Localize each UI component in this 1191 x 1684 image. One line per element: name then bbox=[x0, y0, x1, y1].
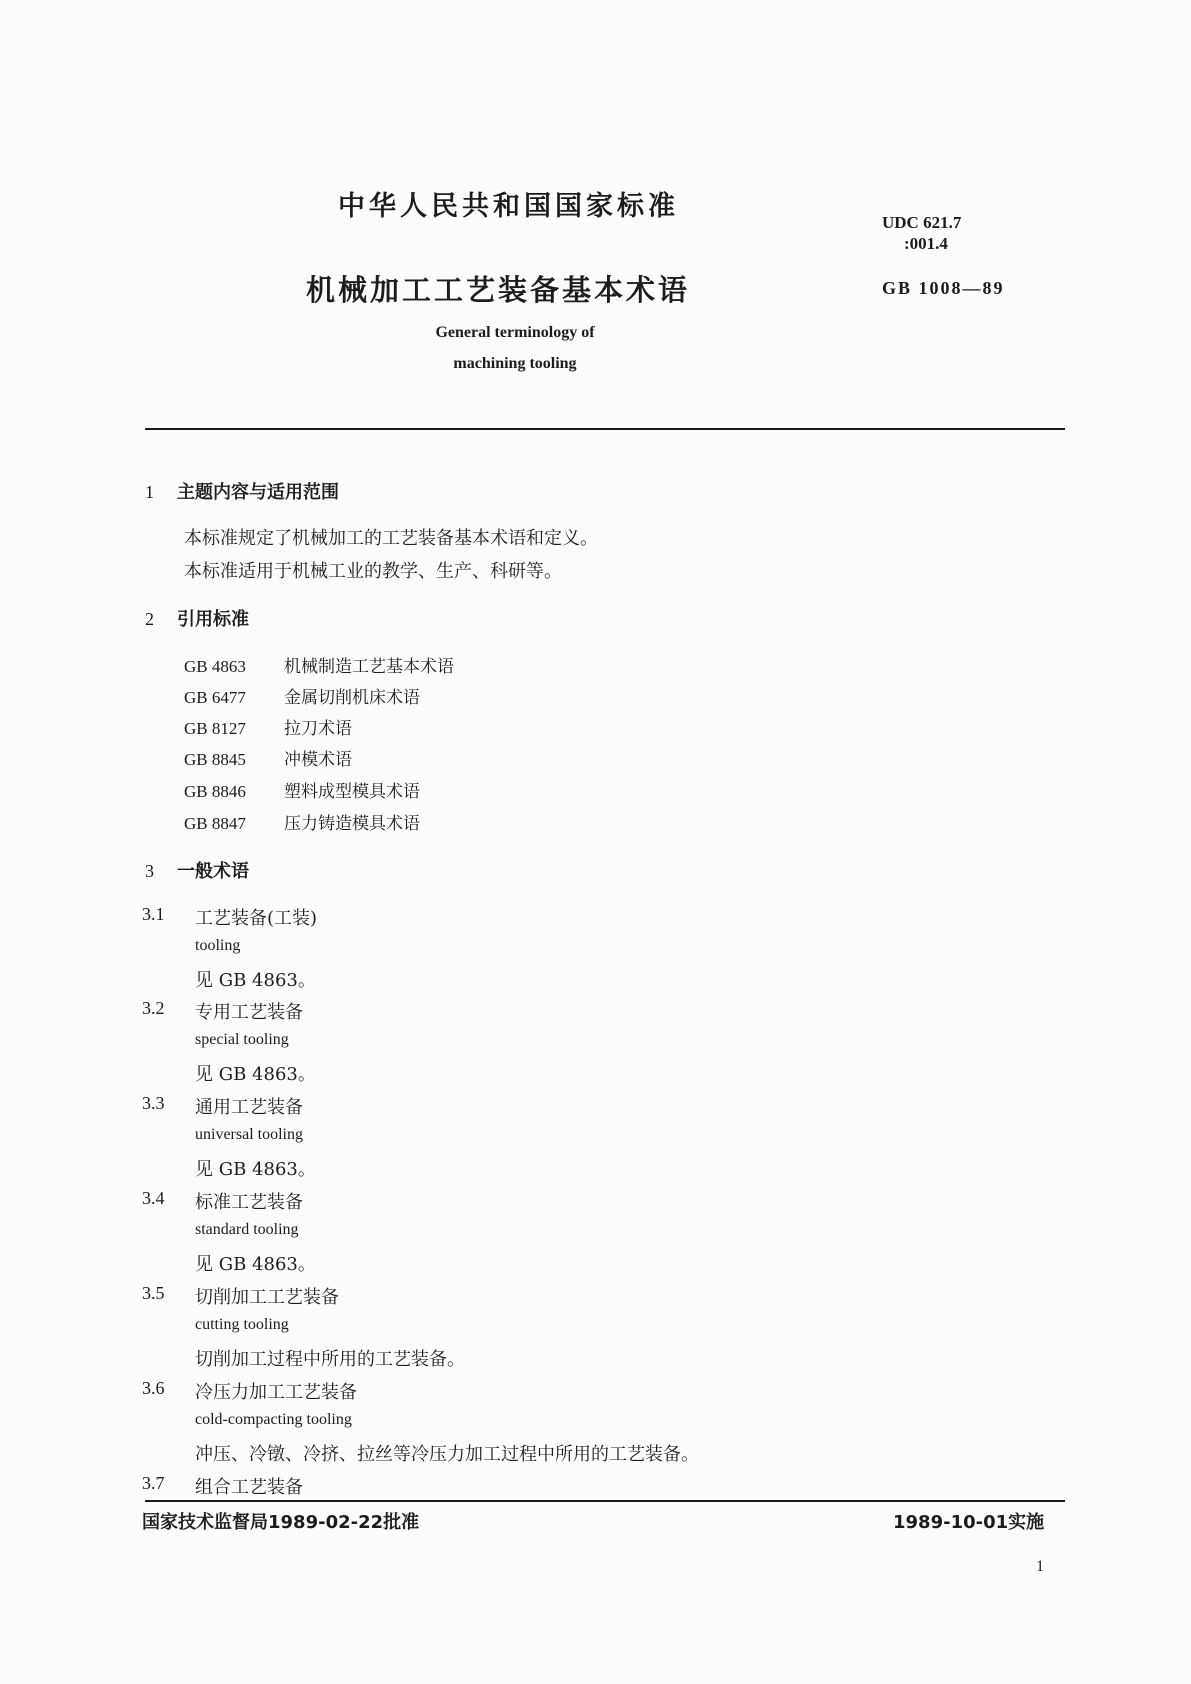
term-english: special tooling bbox=[195, 1031, 289, 1048]
approval-line: 国家技术监督局1989-02-22批准 bbox=[142, 1512, 420, 1533]
reference-name: 金属切削机床术语 bbox=[284, 688, 420, 708]
term-english: cutting tooling bbox=[195, 1316, 289, 1333]
term-definition: 见 GB 4863。 bbox=[195, 970, 316, 991]
term-chinese: 组合工艺装备 bbox=[195, 1477, 303, 1498]
section-title: 引用标准 bbox=[177, 609, 249, 630]
reference-code: GB 4863 bbox=[184, 657, 246, 676]
reference-code: GB 8847 bbox=[184, 814, 246, 833]
section-number: 3 bbox=[145, 861, 154, 881]
reference-item bbox=[184, 652, 454, 677]
term-definition: 见 GB 4863。 bbox=[195, 1064, 316, 1085]
standard-name: 中华人民共和国国家标准 bbox=[338, 191, 679, 222]
reference-code: GB 8845 bbox=[184, 750, 246, 769]
udc-code: UDC 621.7 bbox=[882, 213, 962, 232]
term-number: 3.6 bbox=[142, 1378, 165, 1398]
term-number: 3.2 bbox=[142, 998, 165, 1018]
reference-item bbox=[184, 809, 420, 834]
term-number: 3.4 bbox=[142, 1188, 165, 1208]
section-1-paragraph-2: 本标准适用于机械工业的教学、生产、科研等。 bbox=[184, 561, 562, 582]
reference-name: 压力铸造模具术语 bbox=[284, 814, 420, 834]
header-divider bbox=[145, 428, 1065, 430]
term-number: 3.3 bbox=[142, 1093, 165, 1113]
document-title: 机械加工工艺装备基本术语 bbox=[306, 273, 691, 307]
reference-name: 机械制造工艺基本术语 bbox=[284, 657, 454, 677]
reference-name: 拉刀术语 bbox=[284, 719, 352, 739]
term-english: standard tooling bbox=[195, 1221, 299, 1238]
term-definition: 见 GB 4863。 bbox=[195, 1254, 316, 1275]
term-number: 3.5 bbox=[142, 1283, 165, 1303]
reference-code: GB 6477 bbox=[184, 688, 246, 707]
gb-standard-number: GB 1008—89 bbox=[882, 278, 1005, 298]
reference-item bbox=[184, 683, 420, 708]
term-number: 3.1 bbox=[142, 904, 165, 924]
reference-item bbox=[184, 714, 352, 739]
effective-date-line: 1989-10-01实施 bbox=[893, 1512, 1045, 1533]
term-number: 3.7 bbox=[142, 1473, 165, 1493]
term-english: universal tooling bbox=[195, 1126, 303, 1143]
udc-code-continued: :001.4 bbox=[904, 234, 948, 253]
english-title-line-2: machining tooling bbox=[453, 355, 577, 372]
reference-name: 冲模术语 bbox=[284, 750, 352, 770]
section-1-paragraph-1: 本标准规定了机械加工的工艺装备基本术语和定义。 bbox=[184, 528, 598, 549]
section-number: 1 bbox=[145, 482, 154, 502]
term-chinese: 标准工艺装备 bbox=[195, 1192, 303, 1213]
footer-divider bbox=[145, 1500, 1065, 1502]
section-3-heading bbox=[145, 857, 249, 883]
term-definition: 见 GB 4863。 bbox=[195, 1159, 316, 1180]
term-definition: 冲压、冷镦、冷挤、拉丝等冷压力加工过程中所用的工艺装备。 bbox=[195, 1444, 699, 1465]
reference-name: 塑料成型模具术语 bbox=[284, 782, 420, 802]
reference-code: GB 8846 bbox=[184, 782, 246, 801]
section-title: 主题内容与适用范围 bbox=[177, 482, 339, 503]
term-chinese: 切削加工工艺装备 bbox=[195, 1287, 339, 1308]
term-chinese: 工艺装备(工装) bbox=[195, 908, 318, 929]
term-definition: 切削加工过程中所用的工艺装备。 bbox=[195, 1349, 465, 1370]
term-chinese: 通用工艺装备 bbox=[195, 1097, 303, 1118]
section-1-heading bbox=[145, 478, 339, 504]
english-title-line-1: General terminology of bbox=[435, 324, 595, 341]
term-chinese: 专用工艺装备 bbox=[195, 1002, 303, 1023]
section-number: 2 bbox=[145, 609, 154, 629]
reference-code: GB 8127 bbox=[184, 719, 246, 738]
reference-item bbox=[184, 777, 420, 802]
section-2-heading bbox=[145, 605, 249, 631]
reference-item bbox=[184, 745, 352, 770]
term-chinese: 冷压力加工工艺装备 bbox=[195, 1382, 357, 1403]
term-english: cold-compacting tooling bbox=[195, 1411, 352, 1428]
term-english: tooling bbox=[195, 937, 241, 954]
section-title: 一般术语 bbox=[177, 861, 249, 882]
page-number: 1 bbox=[1036, 1558, 1044, 1575]
